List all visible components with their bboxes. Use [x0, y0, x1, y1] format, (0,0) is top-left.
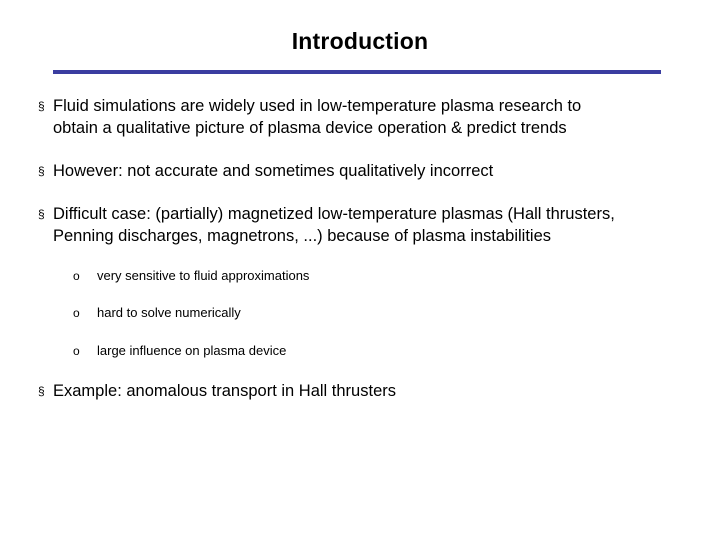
bullet-line: obtain a qualitative picture of plasma device operation & predict trends	[53, 119, 567, 137]
bullet-item	[38, 95, 678, 139]
bullet-line: Penning discharges, magnetrons, ...) because of plasma instabilities	[53, 227, 552, 245]
bullet-marker: §	[38, 99, 45, 113]
title-underline	[53, 70, 661, 74]
sub-bullet-marker: o	[73, 269, 80, 283]
sub-item-text: very sensitive to fluid approximations	[97, 268, 310, 283]
sub-item	[73, 304, 633, 322]
sub-bullet-marker: o	[73, 344, 80, 358]
slide-title: Introduction	[291, 28, 429, 54]
sub-bullet-marker: o	[73, 306, 80, 320]
bullet-line: Example: anomalous transport in Hall thrusters	[53, 382, 396, 400]
sub-item	[73, 267, 633, 285]
bullet-line: Difficult case: (partially) magnetized low-temperature plasmas (Hall thrusters,	[53, 205, 615, 223]
bullet-marker: §	[38, 207, 45, 221]
bullet-item	[38, 160, 678, 182]
sub-item-text: large influence on plasma device	[97, 343, 287, 358]
bullet-line: However: not accurate and sometimes qualitatively incorrect	[53, 162, 494, 180]
bullet-line: Fluid simulations are widely used in low-temperature plasma research to	[53, 97, 582, 115]
bullet-marker: §	[38, 384, 45, 398]
bullet-item	[38, 203, 678, 247]
sub-item	[73, 342, 633, 360]
bullet-item	[38, 380, 678, 402]
bullet-marker: §	[38, 164, 45, 178]
sub-item-text: hard to solve numerically	[97, 305, 241, 320]
